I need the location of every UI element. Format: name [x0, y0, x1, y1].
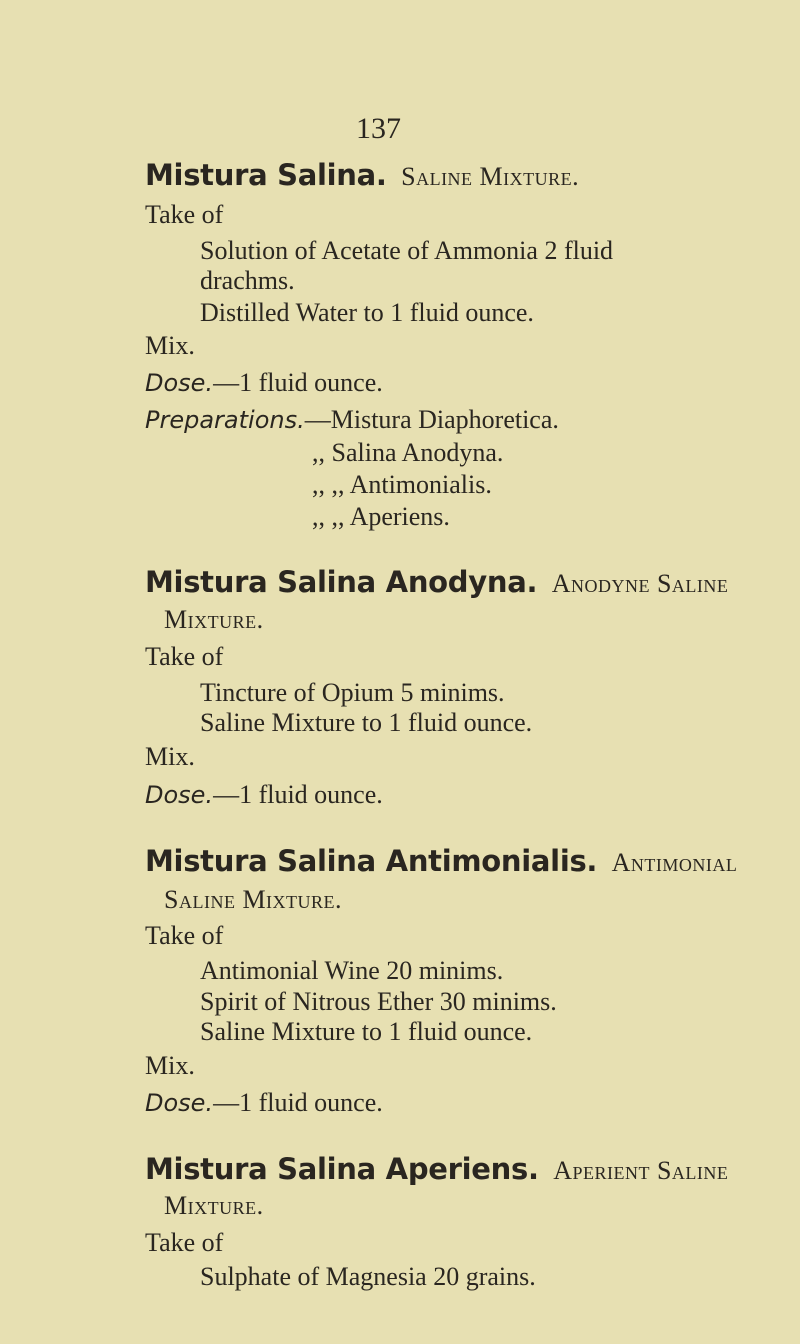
- page-number: 137: [356, 112, 401, 145]
- heading-english: Saline Mixture.: [401, 162, 580, 191]
- heading-english-cont: Saline Mixture.: [164, 885, 343, 914]
- heading-english-cont: Mixture.: [164, 1191, 264, 1220]
- heading-latin: Mistura Salina Aperiens.: [145, 1152, 539, 1186]
- heading-english: Anodyne Saline: [551, 569, 729, 598]
- dose-value: —1 fluid ounce.: [213, 1088, 383, 1117]
- preparation-item: ,, Salina Anodyna.: [312, 438, 504, 467]
- preparations-line: [145, 405, 559, 435]
- preparation-item: ,, ,, Aperiens.: [312, 502, 450, 531]
- take-of: Take of: [145, 642, 224, 671]
- recipe-heading: [145, 1154, 728, 1186]
- dose-line: [145, 368, 383, 398]
- ingredient: Spirit of Nitrous Ether 30 minims.: [200, 987, 557, 1016]
- heading-english: Antimonial: [611, 848, 738, 877]
- take-of: Take of: [145, 1228, 224, 1257]
- preparation-item: —Mistura Diaphoretica.: [304, 405, 559, 434]
- ingredient: drachms.: [200, 266, 295, 295]
- dose-label: Dose.: [145, 369, 214, 397]
- recipe-heading: [145, 567, 728, 599]
- take-of: Take of: [145, 921, 224, 950]
- heading-english: Aperient Saline: [553, 1156, 729, 1185]
- ingredient: Sulphate of Magnesia 20 grains.: [200, 1262, 536, 1291]
- dose-label: Dose.: [145, 781, 214, 809]
- dose-value: —1 fluid ounce.: [213, 780, 383, 809]
- mix-instruction: Mix.: [145, 331, 195, 360]
- ingredient: Solution of Acetate of Ammonia 2 fluid: [200, 236, 614, 265]
- dose-value: —1 fluid ounce.: [213, 368, 383, 397]
- heading-latin: Mistura Salina Anodyna.: [145, 565, 538, 599]
- dose-label: Dose.: [145, 1089, 214, 1117]
- ingredient: Saline Mixture to 1 fluid ounce.: [200, 708, 533, 737]
- recipe-heading: [145, 160, 579, 192]
- ingredient: Distilled Water to 1 fluid ounce.: [200, 298, 534, 327]
- ingredient: Tincture of Opium 5 minims.: [200, 678, 505, 707]
- heading-latin: Mistura Salina.: [145, 158, 387, 192]
- dose-line: [145, 1088, 383, 1118]
- take-of: Take of: [145, 200, 224, 229]
- heading-english-cont: Mixture.: [164, 605, 264, 634]
- preparation-item: ,, ,, Antimonialis.: [312, 470, 492, 499]
- recipe-heading: [145, 846, 737, 878]
- preparations-label: Preparations.: [145, 406, 305, 434]
- dose-line: [145, 780, 383, 810]
- ingredient: Saline Mixture to 1 fluid ounce.: [200, 1017, 533, 1046]
- ingredient: Antimonial Wine 20 minims.: [200, 956, 504, 985]
- mix-instruction: Mix.: [145, 742, 195, 771]
- heading-latin: Mistura Salina Antimonialis.: [145, 844, 598, 878]
- mix-instruction: Mix.: [145, 1051, 195, 1080]
